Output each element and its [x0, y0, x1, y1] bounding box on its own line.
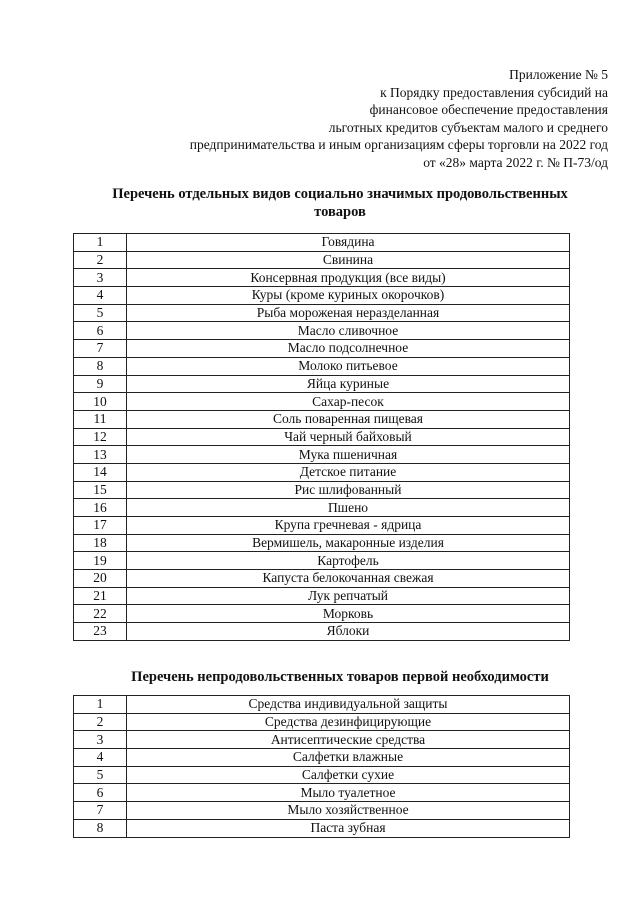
table-row	[74, 819, 570, 837]
product-name: Картофель	[127, 552, 570, 570]
appendix-number: Приложение № 5	[509, 67, 608, 82]
product-name: Морковь	[127, 605, 570, 623]
row-number: 3	[74, 269, 127, 287]
product-name: Антисептические средства	[127, 731, 570, 749]
table-row	[74, 304, 570, 322]
product-name: Молоко питьевое	[127, 357, 570, 375]
appendix-line: льготных кредитов субъектам малого и среднего	[328, 119, 608, 135]
table-row	[74, 234, 570, 252]
product-name: Мука пшеничная	[127, 446, 570, 464]
product-name: Средства индивидуальной защиты	[127, 696, 570, 714]
product-name: Крупа гречневая - ядрица	[127, 517, 570, 535]
table-row	[74, 802, 570, 820]
table-row	[74, 393, 570, 411]
row-number: 2	[74, 713, 127, 731]
row-number: 1	[74, 234, 127, 252]
table-row	[74, 375, 570, 393]
food-list-title	[80, 185, 600, 221]
row-number: 6	[74, 322, 127, 340]
row-number: 20	[74, 570, 127, 588]
table-row	[74, 287, 570, 305]
product-name: Рис шлифованный	[127, 481, 570, 499]
table-row	[74, 481, 570, 499]
table-row	[74, 587, 570, 605]
product-name: Капуста белокочанная свежая	[127, 570, 570, 588]
table-row	[74, 251, 570, 269]
row-number: 12	[74, 428, 127, 446]
food-list-title-line: товаров	[314, 204, 366, 220]
product-name: Рыба мороженая неразделанная	[127, 304, 570, 322]
table-row	[74, 534, 570, 552]
row-number: 9	[74, 375, 127, 393]
product-name: Лук репчатый	[127, 587, 570, 605]
product-name: Детское питание	[127, 463, 570, 481]
appendix-line: к Порядку предоставления субсидий на	[380, 84, 608, 100]
row-number: 7	[74, 340, 127, 358]
food-list-title-line: Перечень отдельных видов социально значимых продовольственных	[112, 186, 568, 202]
table-row	[74, 428, 570, 446]
product-name: Салфетки сухие	[127, 766, 570, 784]
row-number: 4	[74, 287, 127, 305]
nonfood-list-title: Перечень непродовольственных товаров первой необходимости	[131, 669, 549, 685]
row-number: 11	[74, 410, 127, 428]
row-number: 22	[74, 605, 127, 623]
product-name: Говядина	[127, 234, 570, 252]
appendix-date-number: от «28» марта 2022 г. № П-73/од	[423, 154, 608, 170]
row-number: 16	[74, 499, 127, 517]
table-row	[74, 766, 570, 784]
row-number: 2	[74, 251, 127, 269]
row-number: 8	[74, 357, 127, 375]
row-number: 18	[74, 534, 127, 552]
table-row	[74, 463, 570, 481]
row-number: 4	[74, 749, 127, 767]
product-name: Средства дезинфицирующие	[127, 713, 570, 731]
table-row	[74, 517, 570, 535]
table-row	[74, 499, 570, 517]
table-row	[74, 623, 570, 641]
product-name: Масло сливочное	[127, 322, 570, 340]
table-row	[74, 696, 570, 714]
product-name: Вермишель, макаронные изделия	[127, 534, 570, 552]
row-number: 15	[74, 481, 127, 499]
product-name: Соль поваренная пищевая	[127, 410, 570, 428]
product-name: Мыло хозяйственное	[127, 802, 570, 820]
table-row	[74, 552, 570, 570]
product-name: Пшено	[127, 499, 570, 517]
food-table	[73, 233, 570, 641]
row-number: 19	[74, 552, 127, 570]
product-name: Мыло туалетное	[127, 784, 570, 802]
table-row	[74, 269, 570, 287]
product-name: Свинина	[127, 251, 570, 269]
row-number: 10	[74, 393, 127, 411]
appendix-header	[190, 66, 608, 171]
table-row	[74, 410, 570, 428]
table-row	[74, 731, 570, 749]
table-row	[74, 446, 570, 464]
row-number: 8	[74, 819, 127, 837]
table-row	[74, 713, 570, 731]
product-name: Консервная продукция (все виды)	[127, 269, 570, 287]
row-number: 5	[74, 766, 127, 784]
row-number: 1	[74, 696, 127, 714]
row-number: 23	[74, 623, 127, 641]
table-row	[74, 605, 570, 623]
table-row	[74, 322, 570, 340]
product-name: Паста зубная	[127, 819, 570, 837]
row-number: 21	[74, 587, 127, 605]
row-number: 13	[74, 446, 127, 464]
appendix-line: финансовое обеспечение предоставления	[369, 102, 608, 117]
product-name: Яйца куриные	[127, 375, 570, 393]
appendix-line: предпринимательства и иным организациям сферы торговли на 2022 год	[189, 137, 608, 152]
row-number: 7	[74, 802, 127, 820]
table-row	[74, 784, 570, 802]
nonfood-table	[73, 695, 570, 838]
row-number: 3	[74, 731, 127, 749]
product-name: Куры (кроме куриных окорочков)	[127, 287, 570, 305]
product-name: Чай черный байховый	[127, 428, 570, 446]
table-row	[74, 357, 570, 375]
table-row	[74, 749, 570, 767]
product-name: Яблоки	[127, 623, 570, 641]
product-name: Салфетки влажные	[127, 749, 570, 767]
row-number: 6	[74, 784, 127, 802]
table-row	[74, 570, 570, 588]
product-name: Сахар-песок	[127, 393, 570, 411]
table-row	[74, 340, 570, 358]
product-name: Масло подсолнечное	[127, 340, 570, 358]
row-number: 14	[74, 463, 127, 481]
row-number: 5	[74, 304, 127, 322]
row-number: 17	[74, 517, 127, 535]
